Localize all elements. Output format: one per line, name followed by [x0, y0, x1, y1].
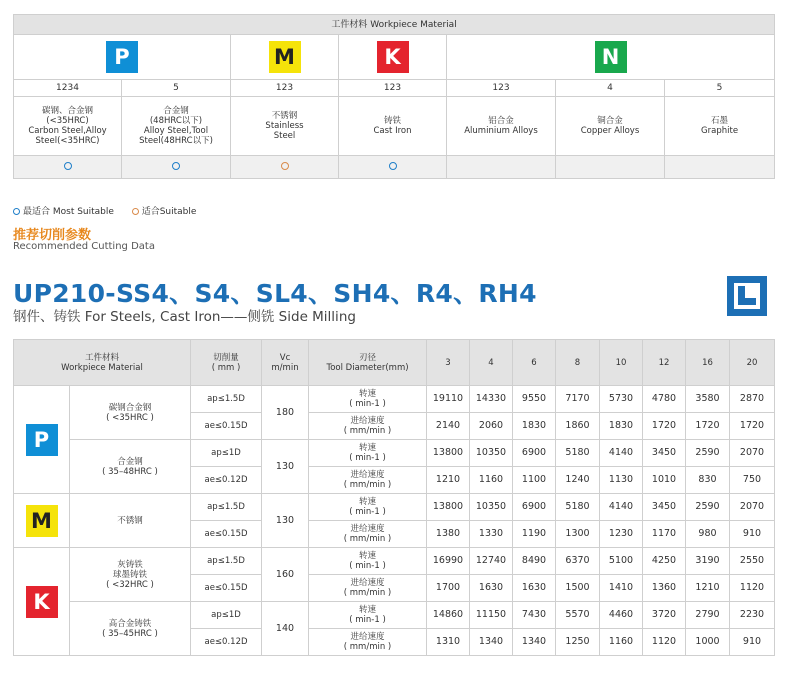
- feed-value: 1330: [470, 521, 513, 548]
- speed-value: 3720: [643, 602, 686, 629]
- feed-unit: ( mm/min ): [343, 642, 392, 652]
- most-suitable-circle-icon: [13, 208, 20, 215]
- legend-suitable: 适合Suitable: [141, 207, 197, 217]
- speed-value: 4460: [600, 602, 643, 629]
- feed-value: 1240: [556, 467, 600, 494]
- product-title: UP210-SS4、S4、SL4、SH4、R4、RH4: [13, 279, 537, 308]
- material-line: Graphite: [701, 126, 739, 136]
- material-line: 高合金铸铁: [108, 618, 152, 629]
- vc-cell: 140: [262, 602, 309, 656]
- feed-value: 1300: [556, 521, 600, 548]
- material-line: ( 35–48HRC ): [102, 466, 158, 477]
- material-name-cell: [70, 440, 191, 494]
- category-n-cell: [447, 35, 775, 80]
- feed-value: 1630: [470, 575, 513, 602]
- feed-unit: ( mm/min ): [343, 588, 392, 598]
- ae-cell: ae≤0.15D: [191, 521, 262, 548]
- speed-value: 4780: [643, 386, 686, 413]
- material-cell: [14, 97, 122, 156]
- vc-cell: 180: [262, 386, 309, 440]
- feed-value: 1630: [513, 575, 556, 602]
- material-line: 不锈钢: [117, 515, 143, 526]
- material-line: (<35HRC): [46, 116, 89, 126]
- feed-value: 830: [686, 467, 730, 494]
- feed-label-cell: [309, 413, 427, 440]
- material-line: Carbon Steel,Alloy: [28, 126, 107, 136]
- material-line: ( <32HRC ): [106, 579, 154, 590]
- ae-cell: ae≤0.12D: [191, 629, 262, 656]
- speed-value: 5100: [600, 548, 643, 575]
- feed-value: 1380: [427, 521, 470, 548]
- diameter-col-header: 10: [600, 340, 643, 386]
- speed-value: 5570: [556, 602, 600, 629]
- depth-header: 切削量 ( mm ): [191, 340, 262, 386]
- material-line: Steel(<35HRC): [35, 136, 100, 146]
- category-m-badge: M: [269, 41, 301, 73]
- feed-label: 进给速度: [350, 470, 385, 480]
- feed-value: 1830: [600, 413, 643, 440]
- feed-value: 1100: [513, 467, 556, 494]
- speed-value: 3450: [643, 440, 686, 467]
- speed-value: 10350: [470, 494, 513, 521]
- feed-label: 进给速度: [350, 632, 385, 642]
- speed-value: 2070: [730, 440, 775, 467]
- speed-value: 6900: [513, 494, 556, 521]
- feed-value: 1160: [600, 629, 643, 656]
- diameter-col-header: 4: [470, 340, 513, 386]
- vc-cell: 130: [262, 494, 309, 548]
- material-cell: [339, 97, 447, 156]
- feed-value: 2060: [470, 413, 513, 440]
- speed-value: 5180: [556, 440, 600, 467]
- speed-value: 2590: [686, 440, 730, 467]
- material-name-cell: [70, 548, 191, 602]
- grade-cell: 123: [339, 80, 447, 97]
- speed-label: 转速: [358, 497, 376, 507]
- category-m-badge: M: [26, 505, 58, 537]
- diameter-col-header: 20: [730, 340, 775, 386]
- material-name-cell: [70, 602, 191, 656]
- material-line: ( 35–45HRC ): [102, 628, 158, 639]
- speed-unit: ( min-1 ): [349, 453, 386, 463]
- material-name-cell: [70, 386, 191, 440]
- feed-value: 1190: [513, 521, 556, 548]
- speed-value: 19110: [427, 386, 470, 413]
- speed-value: 3190: [686, 548, 730, 575]
- ap-cell: ap≤1D: [191, 602, 262, 629]
- section-title: 推荐切削参数: [13, 228, 92, 243]
- section-subtitle: Recommended Cutting Data: [13, 241, 155, 252]
- feed-value: 1720: [643, 413, 686, 440]
- material-line: 铸铁: [383, 116, 401, 126]
- speed-value: 7430: [513, 602, 556, 629]
- feed-label: 进给速度: [350, 416, 385, 426]
- category-p-badge: P: [106, 41, 138, 73]
- most-suitable-circle-icon: [64, 162, 72, 170]
- speed-unit: ( min-1 ): [349, 615, 386, 625]
- material-line: 铜合金: [597, 116, 623, 126]
- feed-value: 1120: [643, 629, 686, 656]
- speed-value: 5180: [556, 494, 600, 521]
- material-line: 碳钢合金钢: [108, 402, 152, 413]
- speed-value: 14330: [470, 386, 513, 413]
- speed-value: 9550: [513, 386, 556, 413]
- feed-value: 1410: [600, 575, 643, 602]
- feed-value: 1210: [686, 575, 730, 602]
- ap-cell: ap≤1D: [191, 440, 262, 467]
- feed-value: 1860: [556, 413, 600, 440]
- material-line: Copper Alloys: [580, 126, 640, 136]
- material-line: 铝合金: [488, 116, 514, 126]
- grade-cell: 5: [122, 80, 231, 97]
- material-line: Steel(48HRC以下): [139, 136, 213, 146]
- speed-label: 转速: [358, 605, 376, 615]
- material-line: 不锈钢: [271, 111, 298, 121]
- feed-value: 1310: [427, 629, 470, 656]
- speed-label-cell: [309, 386, 427, 413]
- feed-unit: ( mm/min ): [343, 534, 392, 544]
- cutting-data-table: [13, 339, 775, 656]
- category-letter-cell: [14, 494, 70, 548]
- vc-cell: 130: [262, 440, 309, 494]
- speed-value: 2230: [730, 602, 775, 629]
- feed-value: 1170: [643, 521, 686, 548]
- speed-value: 10350: [470, 440, 513, 467]
- feed-value: 750: [730, 467, 775, 494]
- suitable-circle-icon: [281, 162, 289, 170]
- suitability-cell: [665, 156, 775, 179]
- material-cell: [447, 97, 556, 156]
- most-suitable-circle-icon: [389, 162, 397, 170]
- speed-label: 转速: [358, 443, 376, 453]
- product-subtitle: 钢件、铸铁 For Steels, Cast Iron——侧铣 Side Milling: [13, 309, 356, 325]
- ae-cell: ae≤0.15D: [191, 575, 262, 602]
- vc-header: Vc m/min: [262, 340, 309, 386]
- vc-cell: 160: [262, 548, 309, 602]
- material-line: 灰铸铁: [117, 559, 143, 570]
- most-suitable-circle-icon: [172, 162, 180, 170]
- speed-value: 8490: [513, 548, 556, 575]
- material-cell: [122, 97, 231, 156]
- feed-value: 1360: [643, 575, 686, 602]
- category-n-badge: N: [595, 41, 627, 73]
- material-line: Steel: [273, 131, 296, 141]
- grade-cell: 1234: [14, 80, 122, 97]
- feed-label-cell: [309, 467, 427, 494]
- speed-label: 转速: [358, 551, 376, 561]
- material-line: 碳钢、合金钢: [41, 106, 93, 116]
- suitability-cell: [231, 156, 339, 179]
- feed-value: 1340: [513, 629, 556, 656]
- material-line: 石墨: [711, 116, 729, 126]
- material-line: ( <35HRC ): [106, 412, 154, 423]
- speed-value: 12740: [470, 548, 513, 575]
- material-line: Cast Iron: [373, 126, 412, 136]
- speed-value: 5730: [600, 386, 643, 413]
- speed-value: 16990: [427, 548, 470, 575]
- suitability-cell: [447, 156, 556, 179]
- material-line: Alloy Steel,Tool: [143, 126, 209, 136]
- speed-value: 4250: [643, 548, 686, 575]
- speed-label-cell: [309, 548, 427, 575]
- feed-value: 1130: [600, 467, 643, 494]
- side-milling-l-icon: [727, 276, 767, 316]
- material-line: Aluminium Alloys: [464, 126, 538, 136]
- feed-label: 进给速度: [350, 524, 385, 534]
- feed-value: 980: [686, 521, 730, 548]
- speed-value: 4140: [600, 440, 643, 467]
- speed-value: 11150: [470, 602, 513, 629]
- speed-value: 3580: [686, 386, 730, 413]
- grade-cell: 123: [447, 80, 556, 97]
- category-m-cell: [231, 35, 339, 80]
- material-cell: [556, 97, 665, 156]
- material-header: 工件材料 Workpiece Material: [14, 340, 191, 386]
- diameter-col-header: 16: [686, 340, 730, 386]
- category-letter-cell: [14, 386, 70, 494]
- feed-unit: ( mm/min ): [343, 426, 392, 436]
- feed-value: 2140: [427, 413, 470, 440]
- speed-value: 4140: [600, 494, 643, 521]
- grade-cell: 123: [231, 80, 339, 97]
- material-line: (48HRC以下): [149, 116, 203, 126]
- speed-label-cell: [309, 440, 427, 467]
- speed-unit: ( min-1 ): [349, 561, 386, 571]
- feed-label-cell: [309, 575, 427, 602]
- suitability-cell: [339, 156, 447, 179]
- category-p-cell: [14, 35, 231, 80]
- speed-value: 2070: [730, 494, 775, 521]
- legend-most-suitable: 最适合 Most Suitable: [23, 207, 114, 217]
- workpiece-material-table: [13, 14, 775, 179]
- diameter-col-header: 6: [513, 340, 556, 386]
- ap-cell: ap≤1.5D: [191, 548, 262, 575]
- speed-value: 3450: [643, 494, 686, 521]
- grade-cell: 4: [556, 80, 665, 97]
- material-line: 合金钢: [117, 456, 143, 467]
- category-k-badge: K: [377, 41, 409, 73]
- material-cell: [665, 97, 775, 156]
- feed-value: 910: [730, 629, 775, 656]
- speed-value: 2590: [686, 494, 730, 521]
- speed-value: 2550: [730, 548, 775, 575]
- feed-value: 1000: [686, 629, 730, 656]
- speed-value: 6370: [556, 548, 600, 575]
- speed-value: 2790: [686, 602, 730, 629]
- speed-value: 14860: [427, 602, 470, 629]
- speed-unit: ( min-1 ): [349, 507, 386, 517]
- speed-value: 13800: [427, 494, 470, 521]
- ae-cell: ae≤0.12D: [191, 467, 262, 494]
- ap-cell: ap≤1.5D: [191, 494, 262, 521]
- feed-value: 1010: [643, 467, 686, 494]
- feed-value: 1720: [730, 413, 775, 440]
- material-line: 合金钢: [163, 106, 189, 116]
- feed-value: 1830: [513, 413, 556, 440]
- suitability-cell: [14, 156, 122, 179]
- diameter-col-header: 12: [643, 340, 686, 386]
- material-line: Stainless: [265, 121, 304, 131]
- speed-label-cell: [309, 494, 427, 521]
- feed-value: 1720: [686, 413, 730, 440]
- feed-unit: ( mm/min ): [343, 480, 392, 490]
- feed-label-cell: [309, 521, 427, 548]
- material-name-cell: [70, 494, 191, 548]
- feed-value: 1210: [427, 467, 470, 494]
- diameter-col-header: 8: [556, 340, 600, 386]
- material-line: 球墨铸铁: [112, 569, 147, 580]
- speed-unit: ( min-1 ): [349, 399, 386, 409]
- feed-value: 1500: [556, 575, 600, 602]
- speed-value: 2870: [730, 386, 775, 413]
- category-k-badge: K: [26, 586, 58, 618]
- feed-value: 910: [730, 521, 775, 548]
- feed-value: 1700: [427, 575, 470, 602]
- diameter-col-header: 3: [427, 340, 470, 386]
- feed-value: 1340: [470, 629, 513, 656]
- suitability-cell: [122, 156, 231, 179]
- speed-value: 7170: [556, 386, 600, 413]
- feed-value: 1160: [470, 467, 513, 494]
- suitability-cell: [556, 156, 665, 179]
- speed-value: 13800: [427, 440, 470, 467]
- category-p-badge: P: [26, 424, 58, 456]
- feed-label: 进给速度: [350, 578, 385, 588]
- ap-cell: ap≤1.5D: [191, 386, 262, 413]
- category-k-cell: [339, 35, 447, 80]
- suitability-legend: [13, 204, 196, 217]
- speed-label: 转速: [358, 389, 376, 399]
- ae-cell: ae≤0.15D: [191, 413, 262, 440]
- speed-label-cell: [309, 602, 427, 629]
- grade-cell: 5: [665, 80, 775, 97]
- suitable-circle-icon: [132, 208, 139, 215]
- diameter-header: 刃径 Tool Diameter(mm): [309, 340, 427, 386]
- feed-value: 1230: [600, 521, 643, 548]
- workpiece-header: 工件材料 Workpiece Material: [14, 15, 775, 35]
- feed-label-cell: [309, 629, 427, 656]
- feed-value: 1250: [556, 629, 600, 656]
- material-cell: [231, 97, 339, 156]
- category-letter-cell: [14, 548, 70, 656]
- feed-value: 1120: [730, 575, 775, 602]
- speed-value: 6900: [513, 440, 556, 467]
